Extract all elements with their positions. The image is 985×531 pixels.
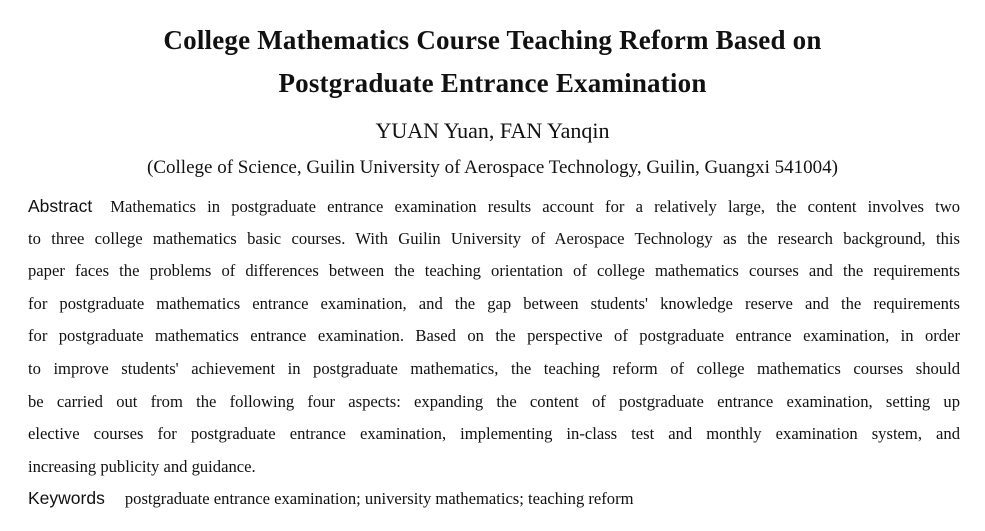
keywords-label: Keywords [28, 488, 105, 508]
paper-title-line-1: College Mathematics Course Teaching Reform Based on [163, 25, 822, 55]
abstract-line-3: paper faces the problems of differences between the teaching orientation of college mathematics courses and the requirements [28, 261, 960, 281]
abstract-line-7: be carried out from the following four aspects: expanding the content of postgraduate entrance examination, setting up [28, 391, 960, 411]
abstract-line-8: elective courses for postgraduate entrance examination, implementing in-class test and monthly examination system, and [28, 424, 960, 444]
abstract-line-6: to improve students' achievement in postgraduate mathematics, the teaching reform of college mathematics courses should [28, 358, 960, 378]
paper-affiliation: (College of Science, Guilin University of Aerospace Technology, Guilin, Guangxi 541004) [147, 157, 838, 178]
abstract-line-9: increasing publicity and guidance. [28, 456, 256, 476]
paper-authors: YUAN Yuan, FAN Yanqin [375, 118, 610, 143]
abstract-label: Abstract [28, 196, 93, 216]
abstract-line-2: to three college mathematics basic courses. With Guilin University of Aerospace Technology as the research background, this [28, 228, 960, 248]
abstract-section [28, 190, 960, 483]
abstract-line-5: for postgraduate mathematics entrance examination. Based on the perspective of postgraduate entrance examination, in order [28, 326, 960, 346]
abstract-text-line: Mathematics in postgraduate entrance examination results account for a relatively large, the content involves two [110, 197, 960, 216]
paper-title-line-2: Postgraduate Entrance Examination [278, 68, 707, 98]
keywords-text: postgraduate entrance examination; university mathematics; teaching reform [124, 489, 634, 508]
abstract-line-4: for postgraduate mathematics entrance examination, and the gap between students' knowledge reserve and the requirements [28, 293, 960, 313]
keywords-section [28, 484, 960, 513]
abstract-line-1 [28, 190, 960, 223]
